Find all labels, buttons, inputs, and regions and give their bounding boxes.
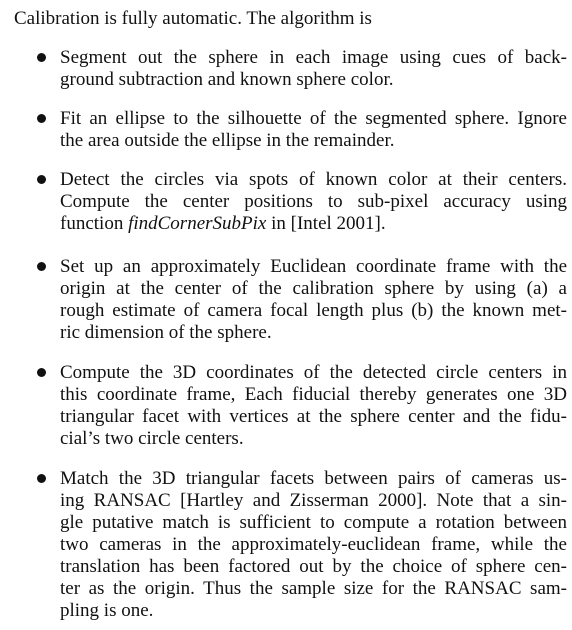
bullet-dot-icon bbox=[37, 175, 46, 184]
step-text-line: Set up an approximately Euclidean coordinate frame with the bbox=[60, 256, 567, 277]
step-text-line: Compute the 3D coordinates of the detected circle centers in bbox=[60, 362, 567, 383]
bullet-dot-icon bbox=[37, 53, 46, 62]
step-text-line: Compute the center positions to sub-pixel accuracy using bbox=[60, 191, 567, 212]
bullet-dot-icon bbox=[37, 114, 46, 123]
step-text-line: gle putative match is sufficient to compute a rotation between bbox=[60, 512, 567, 533]
step-text-fragment: function bbox=[60, 213, 129, 234]
step-text-line: Fit an ellipse to the silhouette of the segmented sphere. Ignore bbox=[60, 108, 567, 129]
step-text-line: origin at the center of the calibration sphere by using (a) a bbox=[60, 278, 567, 299]
step-text-line: ter as the origin. Thus the sample size for the RANSAC sam- bbox=[60, 578, 567, 599]
step-text-line bbox=[60, 213, 386, 235]
bullet-dot-icon bbox=[37, 262, 46, 271]
step-text-line: translation has been factored out by the choice of sphere cen- bbox=[60, 556, 567, 577]
bullet-dot-icon bbox=[37, 474, 46, 483]
step-text-line: rough estimate of camera focal length plus (b) the known met- bbox=[60, 300, 567, 321]
step-text-fragment: in [Intel 2001]. bbox=[266, 213, 386, 234]
step-text-line: triangular facet with vertices at the sphere center and the fidu- bbox=[60, 406, 567, 427]
bullet-dot-icon bbox=[37, 368, 46, 377]
step-text-line: the area outside the ellipse in the remainder. bbox=[60, 130, 395, 151]
step-text-line: Match the 3D triangular facets between pairs of cameras us- bbox=[60, 468, 567, 489]
intro-text: Calibration is fully automatic. The algorithm is bbox=[14, 8, 372, 29]
step-text-line: two cameras in the approximately-euclidean frame, while the bbox=[60, 534, 567, 555]
step-text-line: pling is one. bbox=[60, 600, 154, 621]
step-text-line: Segment out the sphere in each image using cues of back- bbox=[60, 47, 567, 68]
step-text-line: ground subtraction and known sphere color. bbox=[60, 69, 394, 90]
step-text-line: this coordinate frame, Each fiducial thereby generates one 3D bbox=[60, 384, 567, 405]
step-text-line: ric dimension of the sphere. bbox=[60, 322, 272, 343]
step-text-line: cial’s two circle centers. bbox=[60, 428, 244, 449]
step-text-line: ing RANSAC [Hartley and Zisserman 2000]. Note that a sin- bbox=[60, 490, 567, 511]
function-name: findCornerSubPix bbox=[128, 213, 267, 234]
step-text-line: Detect the circles via spots of known color at their centers. bbox=[60, 169, 567, 190]
